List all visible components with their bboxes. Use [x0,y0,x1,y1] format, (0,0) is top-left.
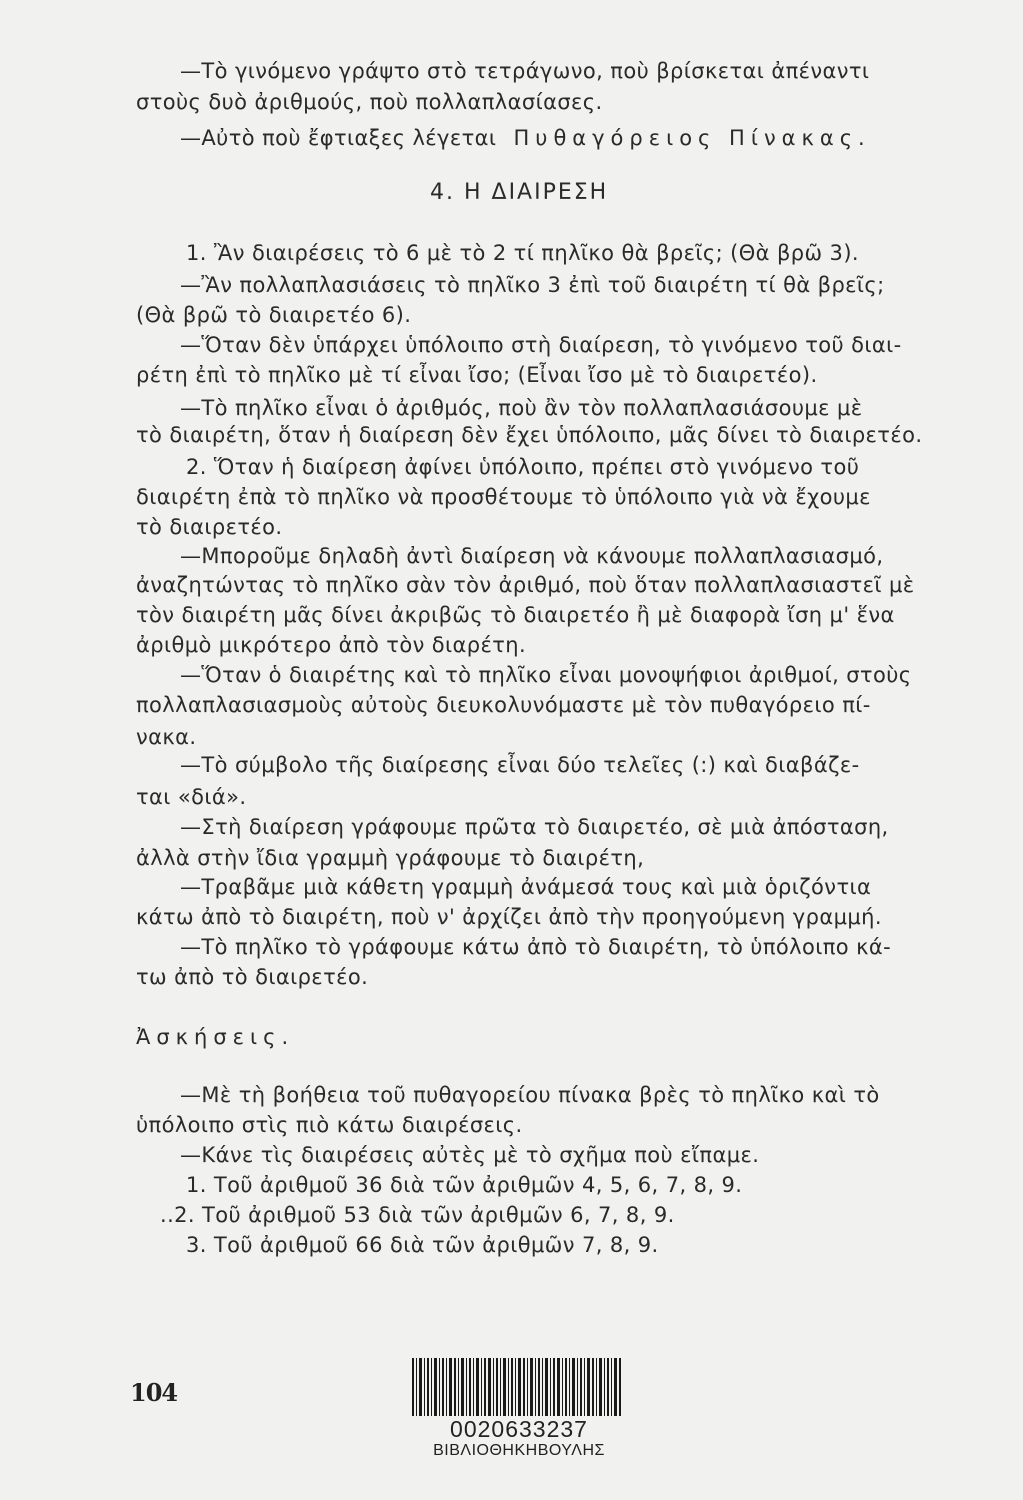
body-line: τω ἀπὸ τὸ διαιρετέο. [136,965,369,989]
body-line: κάτω ἀπὸ τὸ διαιρέτη, ποὺ ν' ἀρχίζει ἀπὸ τὴν προηγούμενη γραμμή. [136,905,882,929]
body-line: τὸν διαιρέτη μᾶς δίνει ἀκριβῶς τὸ διαιρετέο ἢ μὲ διαφορὰ ἴση μ' ἕνα [136,603,895,627]
body-line: τὸ διαιρετέο. [136,515,283,539]
library-barcode [408,1358,630,1468]
barcode-number: 0020633237 [450,1416,588,1442]
section-heading: 4. Η ΔΙΑΙΡΕΣΗ [430,180,609,205]
body-line: 1. Ἂν διαιρέσεις τὸ 6 μὲ τὸ 2 τί πηλῖκο θὰ βρεῖς; (Θὰ βρῶ 3). [186,241,859,265]
body-line: —Τραβᾶμε μιὰ κάθετη γραμμὴ ἀνάμεσά τους καὶ μιὰ ὁριζόντια [180,875,872,899]
body-line: —Ὅταν δὲν ὑπάρχει ὑπόλοιπο στὴ διαίρεση, τὸ γινόμενο τοῦ διαι- [180,333,902,357]
body-line: —Ὅταν ὁ διαιρέτης καὶ τὸ πηλῖκο εἶναι μονοψήφιοι ἀριθμοί, στοὺς [180,663,912,687]
body-line: —Στὴ διαίρεση γράφουμε πρῶτα τὸ διαιρετέο, σὲ μιὰ ἀπόσταση, [180,815,889,839]
body-line: —Τὸ πηλῖκο εἶναι ὁ ἀριθμός, ποὺ ἂν τὸν πολλαπλασιάσουμε μὲ [180,396,863,420]
exercise-line: ὑπόλοιπο στὶς πιὸ κάτω διαιρέσεις. [136,1113,523,1137]
body-line: —Τὸ πηλῖκο τὸ γράφουμε κάτω ἀπὸ τὸ διαιρέτη, τὸ ὑπόλοιπο κά- [180,935,892,959]
intro-line-prefix: —Αὐτὸ ποὺ ἔφτιαξες λέγεται [180,126,497,150]
body-line: ρέτη ἐπὶ τὸ πηλῖκο μὲ τί εἶναι ἴσο; (Εἶναι ἴσο μὲ τὸ διαιρετέο). [136,363,818,387]
body-line: —Ἂν πολλαπλασιάσεις τὸ πηλῖκο 3 ἐπὶ τοῦ διαιρέτη τί θὰ βρεῖς; [180,273,885,297]
body-line: τὸ διαιρέτη, ὅταν ἡ διαίρεση δὲν ἔχει ὑπόλοιπο, μᾶς δίνει τὸ διαιρετέο. [136,423,923,447]
pythagorean-table-term: Πυθαγόρειος Πίνακας. [513,126,871,150]
exercise-item: ..2. Τοῦ ἀριθμοῦ 53 διὰ τῶν ἀριθμῶν 6, 7, 8, 9. [160,1203,675,1227]
body-line: νακα. [136,725,197,749]
body-line: —Τὸ σύμβολο τῆς διαίρεσης εἶναι δύο τελεῖες (:) καὶ διαβάζε- [180,753,860,777]
intro-line: στοὺς δυὸ ἀριθμούς, ποὺ πολλαπλασίασες. [136,90,603,114]
library-label: ΒΙΒΛΙΟΘΗΚΗΒΟΥΛΗΣ [433,1442,605,1459]
body-line: ται «διά». [136,785,247,809]
body-line: 2. Ὅταν ἡ διαίρεση ἀφίνει ὑπόλοιπο, πρέπει στὸ γινόμενο τοῦ [186,455,860,479]
exercise-item: 3. Τοῦ ἀριθμοῦ 66 διὰ τῶν ἀριθμῶν 7, 8, 9. [186,1233,659,1257]
exercises-heading: Ἀσκήσεις. [136,1025,295,1049]
exercise-line: —Μὲ τὴ βοήθεια τοῦ πυθαγορείου πίνακα βρὲς τὸ πηλῖκο καὶ τὸ [180,1083,880,1107]
exercise-item: 1. Τοῦ ἀριθμοῦ 36 διὰ τῶν ἀριθμῶν 4, 5, 6, 7, 8, 9. [186,1173,743,1197]
body-line: διαιρέτη ἐπὰ τὸ πηλῖκο νὰ προσθέτουμε τὸ ὑπόλοιπο γιὰ νὰ ἔχουμε [136,485,871,509]
exercise-line: —Κάνε τὶς διαιρέσεις αὐτὲς μὲ τὸ σχῆμα ποὺ εἴπαμε. [180,1143,760,1167]
body-line: ἀναζητώντας τὸ πηλῖκο σὰν τὸν ἀριθμό, ποὺ ὅταν πολλαπλασιαστεῖ μὲ [136,573,915,597]
intro-line [180,123,871,153]
body-line: ἀλλὰ στὴν ἴδια γραμμὴ γράφουμε τὸ διαιρέτη, [136,846,645,870]
body-line: ἀριθμὸ μικρότερο ἀπὸ τὸν διαρέτη. [136,633,527,657]
body-line: πολλαπλασιασμοὺς αὐτοὺς διευκολυνόμαστε μὲ τὸν πυθαγόρειο πί- [136,693,871,717]
intro-line: —Τὸ γινόμενο γράψτο στὸ τετράγωνο, ποὺ βρίσκεται ἀπέναντι [180,59,870,83]
body-line: —Μποροῦμε δηλαδὴ ἀντὶ διαίρεση νὰ κάνουμε πολλαπλασιασμό, [180,544,884,568]
page-number: 104 [130,1378,178,1407]
barcode-bars-icon [412,1358,622,1416]
body-line: (Θὰ βρῶ τὸ διαιρετέο 6). [136,303,412,327]
